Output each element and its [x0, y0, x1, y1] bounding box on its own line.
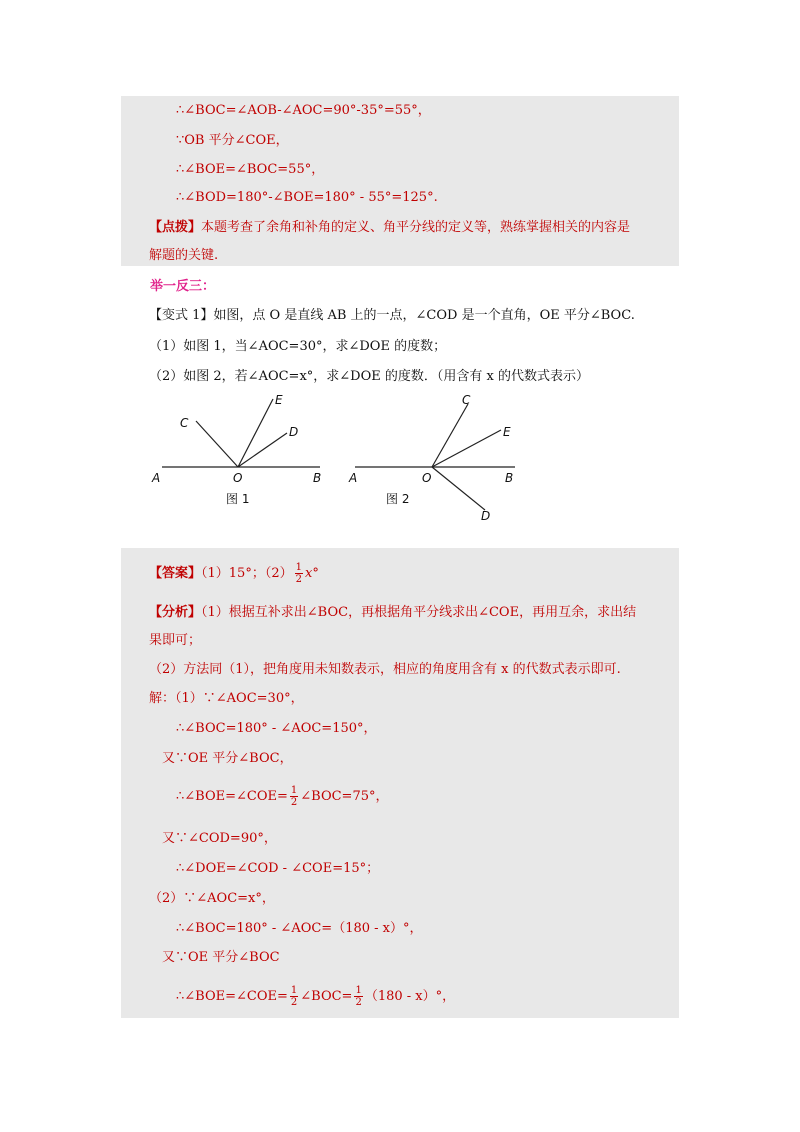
step-10-fraction-2	[354, 985, 362, 1008]
step-2: ∴∠BOC=180° - ∠AOC=150°，	[176, 721, 377, 736]
solution-line-2: ∵OB 平分∠COE，	[176, 133, 289, 148]
step-5: 又∵∠COD=90°，	[162, 831, 277, 846]
variant-question: 【变式 1】如图，点 O 是直线 AB 上的一点，∠COD 是一个直角，OE 平分∠BOC.	[149, 308, 635, 323]
answer-line	[149, 562, 319, 585]
fig2-ray-oc	[432, 404, 468, 467]
question-1: （1）如图 1，当∠AOC=30°，求∠DOE 的度数；	[149, 339, 447, 354]
step-10-fraction-1	[290, 985, 298, 1008]
hint-tag: 【点拨】	[149, 220, 202, 235]
fig1-label-e: E	[275, 393, 283, 407]
answer-text: （1）15°；（2）	[201, 566, 293, 581]
answer-frac-num: 1	[295, 562, 302, 573]
step-4-den: 2	[290, 797, 298, 808]
solution-line-3: ∴∠BOE=∠BOC=55°，	[176, 162, 325, 177]
question-2: （2）如图 2，若∠AOC=x°，求∠DOE 的度数．（用含有 x 的代数式表示）	[149, 369, 589, 384]
fig2-label-d: D	[481, 509, 491, 523]
step-9: 又∵OE 平分∠BOC	[162, 950, 280, 965]
analysis-text-3: （2）方法同（1），把角度用未知数表示，相应的角度用含有 x 的代数式表示即可.	[149, 662, 621, 677]
fig1-label-b: B	[313, 471, 322, 485]
answer-tail: x°	[304, 566, 319, 581]
step-3: 又∵OE 平分∠BOC，	[162, 751, 293, 766]
step-8: ∴∠BOC=180° - ∠AOC=（180 - x）°，	[176, 921, 423, 936]
step-10-num-2: 1	[355, 985, 362, 996]
fig2-label-c: C	[462, 393, 471, 407]
fig1-ray-oc	[196, 421, 238, 467]
step-10-num-1: 1	[290, 985, 298, 996]
step-6: ∴∠DOE=∠COD - ∠COE=15°；	[176, 861, 380, 876]
step-10	[176, 985, 455, 1008]
hint-paragraph	[149, 220, 630, 236]
fig2-label-b: B	[505, 471, 514, 485]
step-4-fraction	[290, 785, 298, 808]
answer-box	[121, 548, 679, 1018]
solution-line-4: ∴∠BOD=180°-∠BOE=180° - 55°=125°.	[176, 190, 438, 205]
step-10-c: （180 - x）°，	[364, 989, 456, 1004]
hint-text-2: 解题的关键.	[149, 248, 219, 263]
analysis-tag: 【分析】	[149, 605, 202, 620]
step-4-num: 1	[290, 785, 298, 796]
step-7: （2）∵∠AOC=x°，	[149, 891, 275, 906]
fig2-label-o: O	[422, 471, 432, 485]
fig2-caption: 图 2	[386, 492, 410, 506]
fig1-label-c: C	[180, 416, 189, 430]
answer-fraction	[295, 562, 303, 585]
answer-frac-den: 2	[295, 574, 302, 585]
step-10-den-1: 2	[290, 997, 298, 1008]
step-4-b: ∠BOC=75°，	[300, 789, 389, 804]
step-10-a: ∴∠BOE=∠COE=	[176, 989, 288, 1004]
step-4-a: ∴∠BOE=∠COE=	[176, 789, 288, 804]
fig2-ray-od	[432, 467, 485, 510]
solution-line-1: ∴∠BOC=∠AOB-∠AOC=90°-35°=55°，	[176, 103, 431, 118]
solution-box-top	[121, 96, 679, 266]
answer-tag: 【答案】	[149, 566, 202, 581]
fig1-caption: 图 1	[226, 492, 250, 506]
fig2-label-a: A	[349, 471, 358, 485]
figure-2	[355, 404, 515, 510]
analysis-text-2: 果即可；	[149, 633, 202, 648]
fig1-label-a: A	[152, 471, 161, 485]
step-10-b: ∠BOC=	[300, 989, 353, 1004]
fig1-label-d: D	[289, 425, 299, 439]
fig1-ray-oe	[238, 399, 273, 467]
step-1: 解：（1）∵∠AOC=30°，	[149, 691, 304, 706]
fig2-ray-oe	[432, 430, 501, 467]
analysis-line	[149, 605, 636, 621]
step-4	[176, 785, 389, 808]
step-10-den-2: 2	[355, 997, 362, 1008]
practice-heading: 举一反三：	[150, 279, 216, 294]
analysis-text: （1）根据互补求出∠BOC，再根据角平分线求出∠COE，再用互余，求出结	[201, 605, 637, 620]
hint-text: 本题考查了余角和补角的定义、角平分线的定义等，熟练掌握相关的内容是	[201, 220, 631, 235]
fig1-label-o: O	[233, 471, 243, 485]
fig1-ray-od	[238, 433, 287, 467]
fig2-label-e: E	[503, 425, 511, 439]
